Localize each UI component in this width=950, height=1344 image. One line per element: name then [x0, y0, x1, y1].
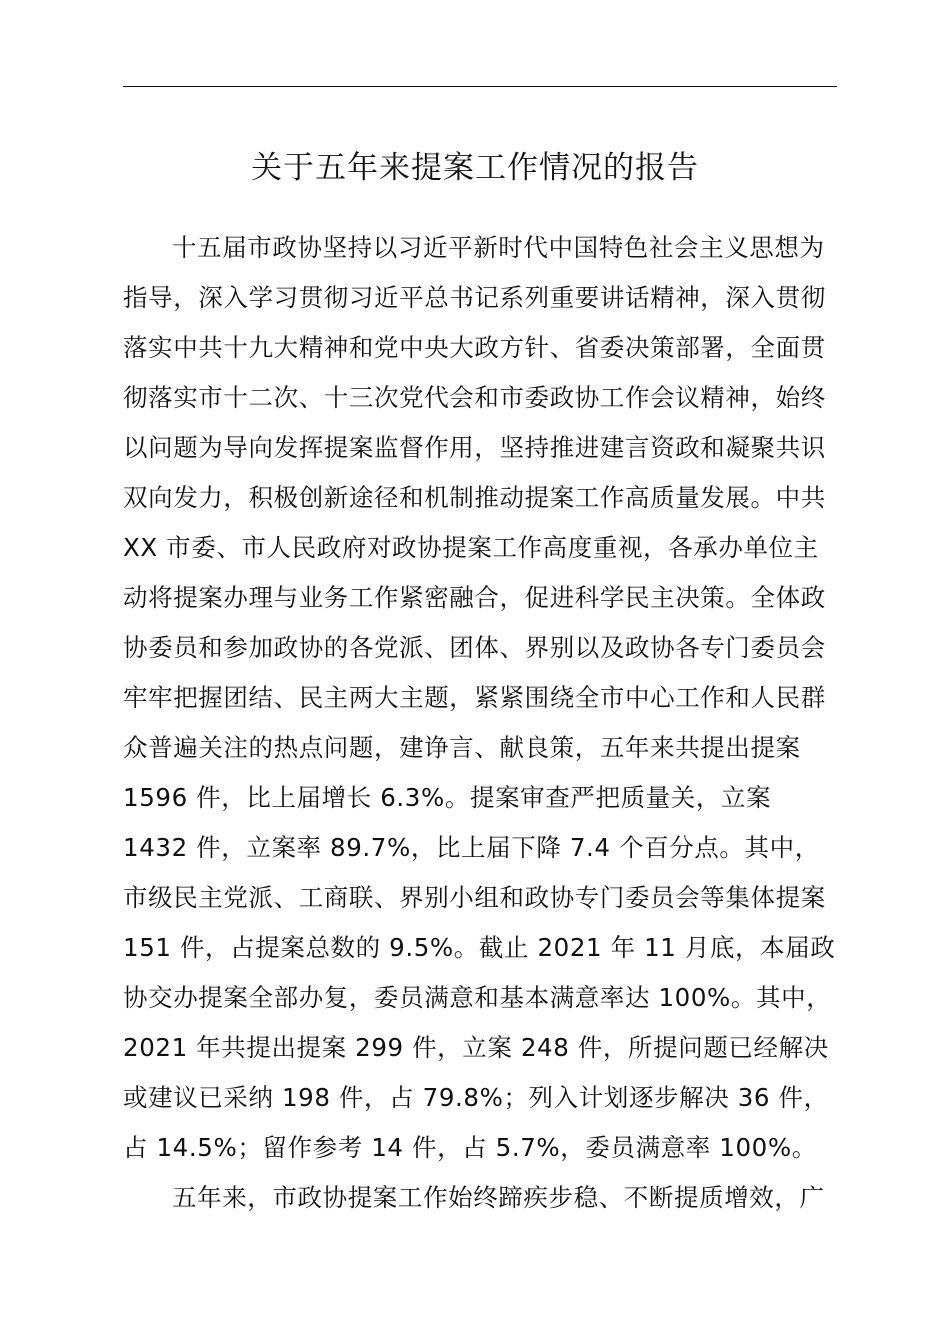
- paragraph-line: 或建议已采纳 198 件，占 79.8%；列入计划逐步解决 36 件，: [123, 1083, 829, 1112]
- paragraph-line: 2021 年共提出提案 299 件，立案 248 件，所提问题已经解决: [123, 1033, 829, 1062]
- document-title: 关于五年来提案工作情况的报告: [251, 150, 699, 186]
- paragraph-line: 十五届市政协坚持以习近平新时代中国特色社会主义思想为: [172, 233, 825, 262]
- paragraph-line: XX 市委、市人民政府对政协提案工作高度重视，各承办单位主: [123, 533, 819, 562]
- paragraph-line: 牢牢把握团结、民主两大主题，紧紧围绕全市中心工作和人民群: [123, 683, 826, 712]
- paragraph-line: 众普遍关注的热点问题，建诤言、献良策，五年来共提出提案: [123, 733, 801, 762]
- paragraph-line: 落实中共十九大精神和党中央大政方针、省委决策部署，全面贯: [123, 333, 826, 362]
- paragraph-line: 协交办提案全部办复，委员满意和基本满意率达 100%。其中，: [123, 983, 832, 1012]
- paragraph-line: 151 件，占提案总数的 9.5%。截止 2021 年 11 月底，本届政: [123, 933, 836, 962]
- paragraph-line: 1596 件，比上届增长 6.3%。提案审查严把质量关，立案: [123, 783, 772, 812]
- paragraph-line: 协委员和参加政协的各党派、团体、界别以及政协各专门委员会: [123, 633, 826, 662]
- paragraph-line: 以问题为导向发挥提案监督作用，坚持推进建言资政和凝聚共识: [123, 433, 826, 462]
- paragraph-line: 占 14.5%；留作参考 14 件，占 5.7%，委员满意率 100%。: [123, 1133, 817, 1162]
- paragraph-line: 双向发力，积极创新途径和机制推动提案工作高质量发展。中共: [123, 483, 826, 512]
- paragraph-line: 1432 件，立案率 89.7%，比上届下降 7.4 个百分点。其中，: [123, 833, 820, 862]
- paragraph-line: 指导，深入学习贯彻习近平总书记系列重要讲话精神，深入贯彻: [123, 283, 826, 312]
- paragraph-line: 彻落实市十二次、十三次党代会和市委政协工作会议精神，始终: [123, 383, 826, 412]
- paragraph-line: 动将提案办理与业务工作紧密融合，促进科学民主决策。全体政: [123, 583, 826, 612]
- paragraph-line: 五年来，市政协提案工作始终蹄疾步稳、不断提质增效，广: [172, 1183, 825, 1212]
- paragraph-line: 市级民主党派、工商联、界别小组和政协专门委员会等集体提案: [123, 883, 826, 912]
- header-rule: [123, 86, 837, 87]
